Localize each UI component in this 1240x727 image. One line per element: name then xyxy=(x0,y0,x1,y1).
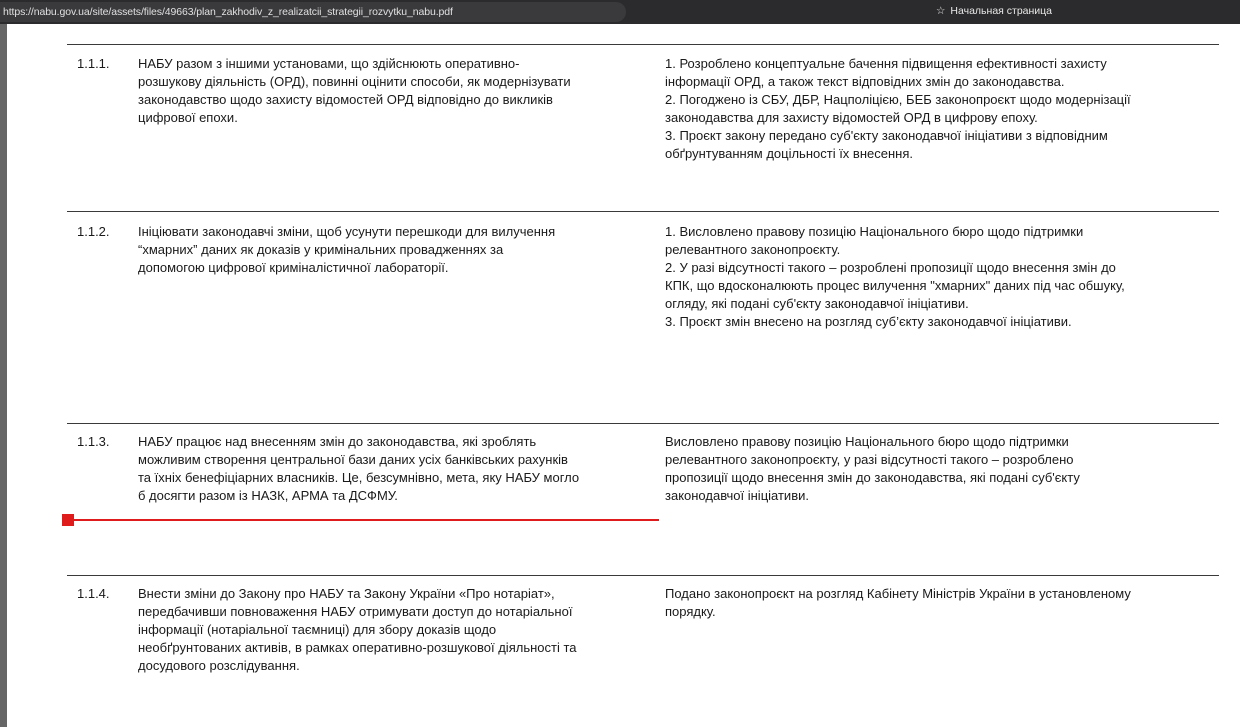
result-line: 1. Розроблено концептуальне бачення підвищення ефективності захисту xyxy=(665,56,1107,71)
row-number: 1.1.4. xyxy=(77,586,110,601)
result-line: законодавства для захисту відомостей ОРД в цифрову епоху. xyxy=(665,110,1038,125)
bookmark-start-page[interactable] xyxy=(936,5,1052,17)
result-line: огляду, які подані суб'єкту законодавчої ініціативи. xyxy=(665,296,969,311)
browser-toolbar xyxy=(0,0,1240,24)
result-line: релевантного законопроєкту, у разі відсутності такого – розроблено xyxy=(665,452,1074,467)
result-cell xyxy=(665,585,1210,621)
task-cell xyxy=(138,223,646,277)
task-line: “хмарних” даних як доказів у кримінальних провадженнях за xyxy=(138,242,504,257)
row-number: 1.1.2. xyxy=(77,224,110,239)
task-cell xyxy=(138,585,646,675)
result-line: пропозиції щодо внесення змін до законодавства, які подані суб'єкту xyxy=(665,470,1080,485)
task-line: передбачивши повноваження НАБУ отримувати доступ до нотаріальної xyxy=(138,604,573,619)
bookmark-label[interactable]: Начальная страница xyxy=(950,5,1053,17)
row-number: 1.1.3. xyxy=(77,434,110,449)
table-rule xyxy=(67,44,1219,45)
row-number: 1.1.1. xyxy=(77,56,110,71)
result-line: Висловлено правову позицію Національного бюро щодо підтримки xyxy=(665,434,1069,449)
result-line: законодавчої ініціативи. xyxy=(665,488,809,503)
task-line: законодавство щодо захисту відомостей ОРД відповідно до викликів xyxy=(138,92,553,107)
result-line: 2. Погоджено із СБУ, ДБР, Нацполіцією, БЕБ законопроєкт щодо модернізації xyxy=(665,92,1131,107)
viewer-left-edge xyxy=(0,24,7,727)
task-line: досудового розслідування. xyxy=(138,658,300,673)
result-line: порядку. xyxy=(665,604,716,619)
task-line: НАБУ працює над внесенням змін до законодавства, які зроблять xyxy=(138,434,537,449)
result-line: КПК, що вдосконалюють процес вилучення "хмарних" даних під час обшуку, xyxy=(665,278,1125,293)
task-line: можливим створення центральної бази даних усіх банківських рахунків xyxy=(138,452,568,467)
task-line: Внести зміни до Закону про НАБУ та Закону України «Про нотаріат», xyxy=(138,586,555,601)
result-cell xyxy=(665,433,1210,505)
result-line: 2. У разі відсутності такого – розроблені пропозиції щодо внесення змін до xyxy=(665,260,1116,275)
annotation-marker[interactable] xyxy=(62,514,74,526)
task-cell xyxy=(138,433,646,505)
result-line: 3. Проєкт змін внесено на розгляд суб’єкту законодавчої ініціативи. xyxy=(665,314,1072,329)
table-rule xyxy=(67,575,1219,576)
annotation-line xyxy=(74,519,659,521)
task-line: інформації (нотаріальної таємниці) для збору доказів щодо xyxy=(138,622,497,637)
table-rule xyxy=(67,211,1219,212)
result-line: Подано законопроєкт на розгляд Кабінету Міністрів України в установленому xyxy=(665,586,1131,601)
task-line: допомогою цифрової криміналістичної лабораторії. xyxy=(138,260,449,275)
task-line: необґрунтованих активів, в рамках оперативно-розшукової діяльності та xyxy=(138,640,577,655)
address-bar[interactable] xyxy=(0,2,626,22)
result-line: 3. Проєкт закону передано суб'єкту законодавчої ініціативи з відповідним xyxy=(665,128,1108,143)
result-line: інформації ОРД, а також текст відповідних змін до законодавства. xyxy=(665,74,1065,89)
table-rule xyxy=(67,423,1219,424)
result-line: релевантного законопроєкту. xyxy=(665,242,841,257)
task-line: цифрової епохи. xyxy=(138,110,238,125)
task-line: НАБУ разом з іншими установами, що здійснюють оперативно- xyxy=(138,56,520,71)
task-line: розшукову діяльність (ОРД), повинні оцінити способи, як модернізувати xyxy=(138,74,571,89)
task-line: Ініціювати законодавчі зміни, щоб усунути перешкоди для вилучення xyxy=(138,224,556,239)
pdf-page xyxy=(7,24,1240,727)
task-line: б досягти разом із НАЗК, АРМА та ДСФМУ. xyxy=(138,488,398,503)
star-icon: ☆ xyxy=(936,5,946,17)
result-cell xyxy=(665,55,1210,163)
url-text[interactable]: https://nabu.gov.ua/site/assets/files/49663/plan_zakhodiv_z_realizatcii_strategii_rozvytku_nabu.pdf xyxy=(3,6,453,18)
result-line: 1. Висловлено правову позицію Національного бюро щодо підтримки xyxy=(665,224,1084,239)
task-line: та їхніх бенефіціарних власників. Це, безсумнівно, мета, яку НАБУ могло xyxy=(138,470,580,485)
task-cell xyxy=(138,55,646,127)
result-cell xyxy=(665,223,1210,331)
result-line: обґрунтуванням доцільності їх внесення. xyxy=(665,146,913,161)
